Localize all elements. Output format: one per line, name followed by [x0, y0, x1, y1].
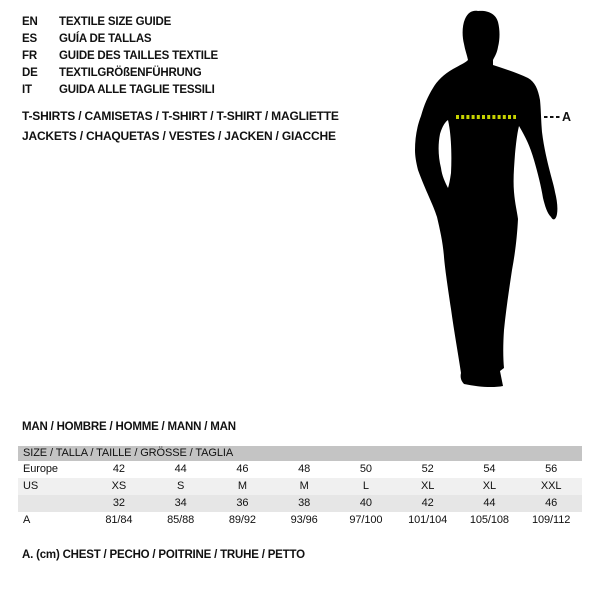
language-row: [22, 82, 218, 99]
size-cell: 36: [236, 497, 249, 509]
row-label: [18, 495, 88, 512]
size-cell: 81/84: [105, 514, 133, 526]
language-row: [22, 14, 218, 31]
size-cell: L: [362, 480, 369, 492]
size-cell: 40: [359, 497, 372, 509]
size-cell: 85/88: [167, 514, 195, 526]
size-cell: 54: [483, 463, 496, 475]
measurement-label-a: A: [562, 110, 572, 124]
size-cell: 109/112: [532, 514, 571, 526]
size-cell: XXL: [540, 480, 562, 492]
language-label: TEXTILE SIZE GUIDE: [59, 16, 172, 28]
size-cell: 32: [112, 497, 125, 509]
size-cell: 48: [298, 463, 311, 475]
language-code: ES: [22, 33, 37, 45]
size-cell: 52: [421, 463, 434, 475]
size-cell: M: [237, 480, 247, 492]
size-cell: 42: [421, 497, 434, 509]
language-code: EN: [22, 16, 38, 28]
table-row-chest-a: [18, 512, 582, 529]
size-cell: 46: [545, 497, 558, 509]
size-cell: 93/96: [290, 514, 318, 526]
size-cell: XL: [420, 480, 435, 492]
category-line-jackets: JACKETS / CHAQUETAS / VESTES / JACKEN / GIACCHE: [22, 129, 336, 143]
language-code: IT: [22, 84, 32, 96]
size-cell: 105/108: [469, 514, 509, 526]
language-label: GUIDA ALLE TAGLIE TESSILI: [59, 84, 215, 96]
table-row-us: [18, 478, 582, 495]
language-row: [22, 65, 218, 82]
size-cell: XS: [111, 480, 127, 492]
language-code: FR: [22, 50, 37, 62]
size-cell: S: [177, 480, 185, 492]
size-cell: 97/100: [349, 514, 383, 526]
size-table: [18, 446, 582, 529]
size-cell: XL: [482, 480, 496, 492]
size-cell: 50: [359, 463, 372, 475]
language-label: GUIDE DES TAILLES TEXTILE: [59, 50, 218, 62]
man-silhouette-shape: [415, 11, 557, 387]
size-cell: 34: [174, 497, 187, 509]
row-label: Europe: [23, 463, 58, 475]
language-label: GUÍA DE TALLAS: [59, 33, 152, 45]
language-label: TEXTILGRÖßENFÜHRUNG: [59, 67, 202, 79]
man-silhouette-figure: [415, 8, 561, 390]
size-cell: 101/104: [408, 514, 448, 526]
size-cell: 46: [236, 463, 249, 475]
size-cell: 44: [174, 463, 187, 475]
size-table-header: SIZE / TALLA / TAILLE / GRÖSSE / TAGLIA: [18, 446, 582, 461]
size-cell: 42: [112, 463, 125, 475]
garment-categories: [22, 106, 339, 146]
size-cell: 56: [545, 463, 558, 475]
table-row-europe: [18, 461, 582, 478]
size-cell: M: [299, 480, 309, 492]
row-label: A: [23, 514, 31, 526]
measurement-footnote: A. (cm) CHEST / PECHO / POITRINE / TRUHE / PETTO: [22, 549, 305, 561]
language-row: [22, 48, 218, 65]
language-code: DE: [22, 67, 38, 79]
row-label: US: [23, 480, 39, 492]
language-row: [22, 31, 218, 48]
category-line-tshirts: T-SHIRTS / CAMISETAS / T-SHIRT / T-SHIRT / MAGLIETTE: [22, 109, 339, 123]
size-cell: 44: [483, 497, 496, 509]
size-cell: 38: [298, 497, 311, 509]
language-list: [22, 14, 218, 99]
table-row-numeric: [18, 495, 582, 512]
size-cell: 89/92: [228, 514, 256, 526]
section-title-man: MAN / HOMBRE / HOMME / MANN / MAN: [22, 421, 236, 433]
